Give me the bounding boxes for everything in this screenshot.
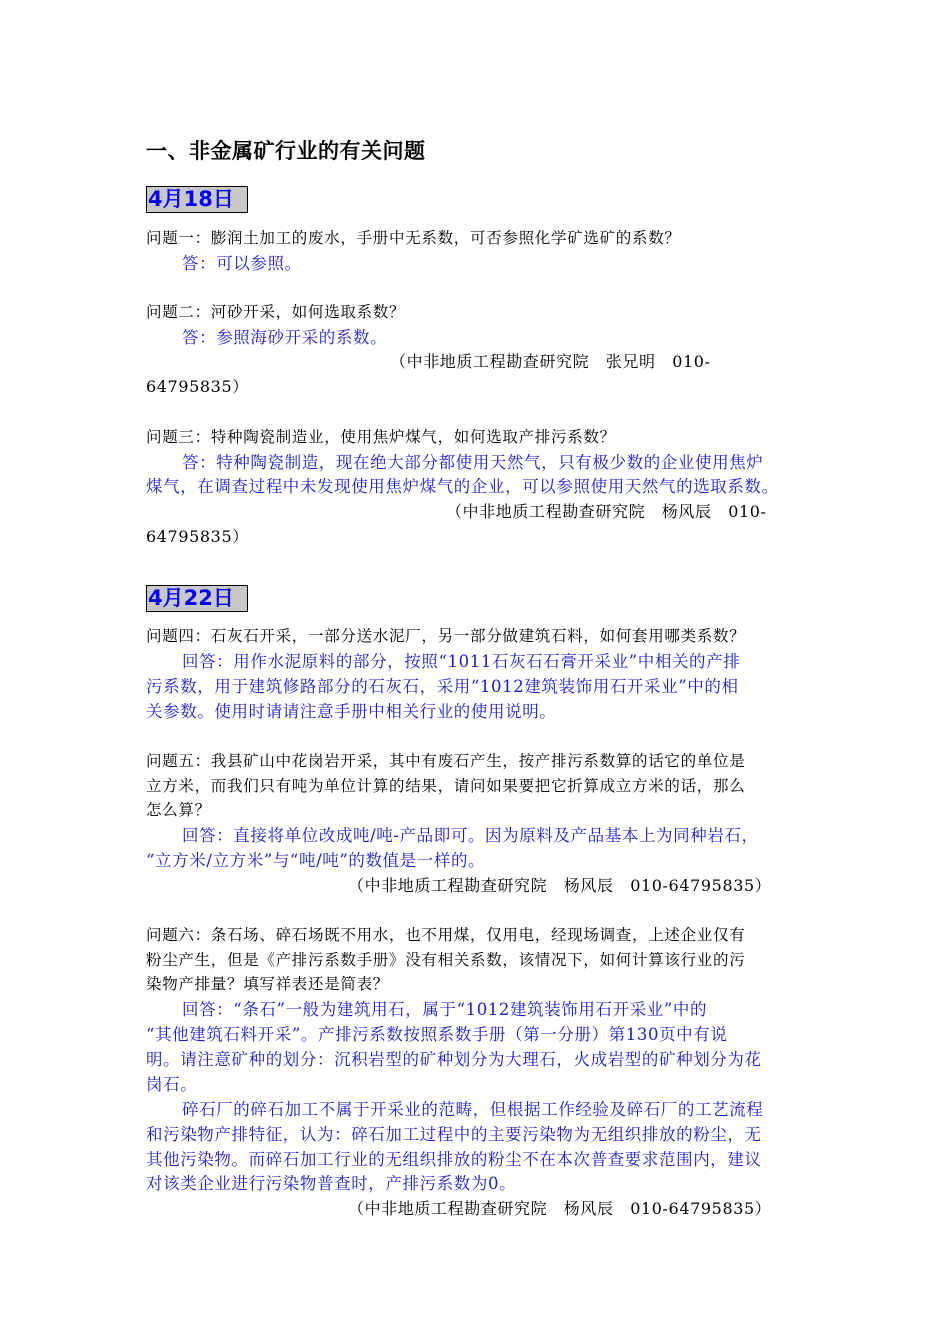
answer-6-cont: 明。请注意矿种的划分：沉积岩型的矿种划分为大理石，火成岩型的矿种划分为花 — [146, 1050, 762, 1069]
answer-6-cont: 岗石。 — [146, 1075, 198, 1094]
answer-6-cont: 对该类企业进行污染物普查时，产排污系数为0。 — [146, 1174, 517, 1193]
question-2: 问题二：河砂开采，如何选取系数？ — [146, 303, 406, 321]
answer-3: 答：特种陶瓷制造，现在绝大部分都使用天然气，只有极少数的企业使用焦炉 — [182, 453, 764, 472]
question-6-cont: 染物产排量？填写祥表还是简表？ — [146, 975, 390, 993]
answer-6-cont: 其他污染物。而碎石加工行业的无组织排放的粉尘不在本次普查要求范围内，建议 — [146, 1150, 762, 1169]
question-4: 问题四：石灰石开采，一部分送水泥厂，另一部分做建筑石料，如何套用哪类系数？ — [146, 627, 746, 645]
answer-4-cont: 污系数，用于建筑修路部分的石灰石，采用“1012建筑装饰用石开采业”中的相 — [146, 677, 739, 696]
answer-3-cont: 煤气，在调查过程中未发现使用焦炉煤气的企业，可以参照使用天然气的选取系数。 — [146, 477, 779, 496]
question-6-cont: 粉尘产生，但是《产排污系数手册》没有相关系数，该情况下，如何计算该行业的污 — [146, 951, 746, 969]
question-1: 问题一：膨润土加工的废水，手册中无系数，可否参照化学矿选矿的系数？ — [146, 229, 681, 247]
answer-6-cont: 和污染物产排特征，认为：碎石加工过程中的主要污染物为无组织排放的粉尘，无 — [146, 1125, 762, 1144]
reference-3: （中非地质工程勘查研究院 杨风辰 010- — [446, 502, 767, 521]
answer-5-cont: “立方米/立方米”与“吨/吨”的数值是一样的。 — [146, 851, 486, 870]
question-5-cont: 怎么算？ — [146, 801, 211, 819]
question-3: 问题三：特种陶瓷制造业，使用焦炉煤气，如何选取产排污系数？ — [146, 428, 616, 446]
question-6: 问题六：条石场、碎石场既不用水，也不用煤，仅用电，经现场调查，上述企业仅有 — [146, 926, 746, 944]
date-label: 4月18日 — [146, 186, 248, 213]
question-5: 问题五：我县矿山中花岗岩开采，其中有废石产生，按产排污系数算的话它的单位是 — [146, 752, 746, 770]
answer-4: 回答：用作水泥原料的部分，按照“1011石灰石石膏开采业”中相关的产排 — [182, 652, 741, 671]
section-title: 一、非金属矿行业的有关问题 — [146, 138, 426, 163]
reference-5: （中非地质工程勘查研究院 杨风辰 010-64795835） — [348, 876, 772, 895]
reference-2-cont: 64795835） — [146, 377, 249, 396]
answer-2: 答：参照海砂开采的系数。 — [182, 328, 388, 347]
answer-1: 答：可以参照。 — [182, 254, 302, 273]
answer-4-cont: 关参数。使用时请请注意手册中相关行业的使用说明。 — [146, 702, 557, 721]
answer-6: 回答：“条石”一般为建筑用石，属于“1012建筑装饰用石开采业”中的 — [182, 1000, 708, 1019]
reference-2: （中非地质工程勘查研究院 张兄明 010- — [390, 352, 711, 371]
answer-6-cont: “其他建筑石料开采”。产排污系数按照系数手册（第一分册）第130页中有说 — [146, 1025, 728, 1044]
answer-5: 回答：直接将单位改成吨/吨-产品即可。因为原料及产品基本上为同种岩石， — [182, 826, 759, 845]
reference-6: （中非地质工程勘查研究院 杨风辰 010-64795835） — [348, 1199, 772, 1218]
reference-3-cont: 64795835） — [146, 527, 249, 546]
date-label: 4月22日 — [146, 585, 248, 612]
question-5-cont: 立方米，而我们只有吨为单位计算的结果，请问如果要把它折算成立方米的话，那么 — [146, 777, 746, 795]
answer-6-paragraph-2: 碎石厂的碎石加工不属于开采业的范畴，但根据工作经验及碎石厂的工艺流程 — [182, 1100, 764, 1119]
